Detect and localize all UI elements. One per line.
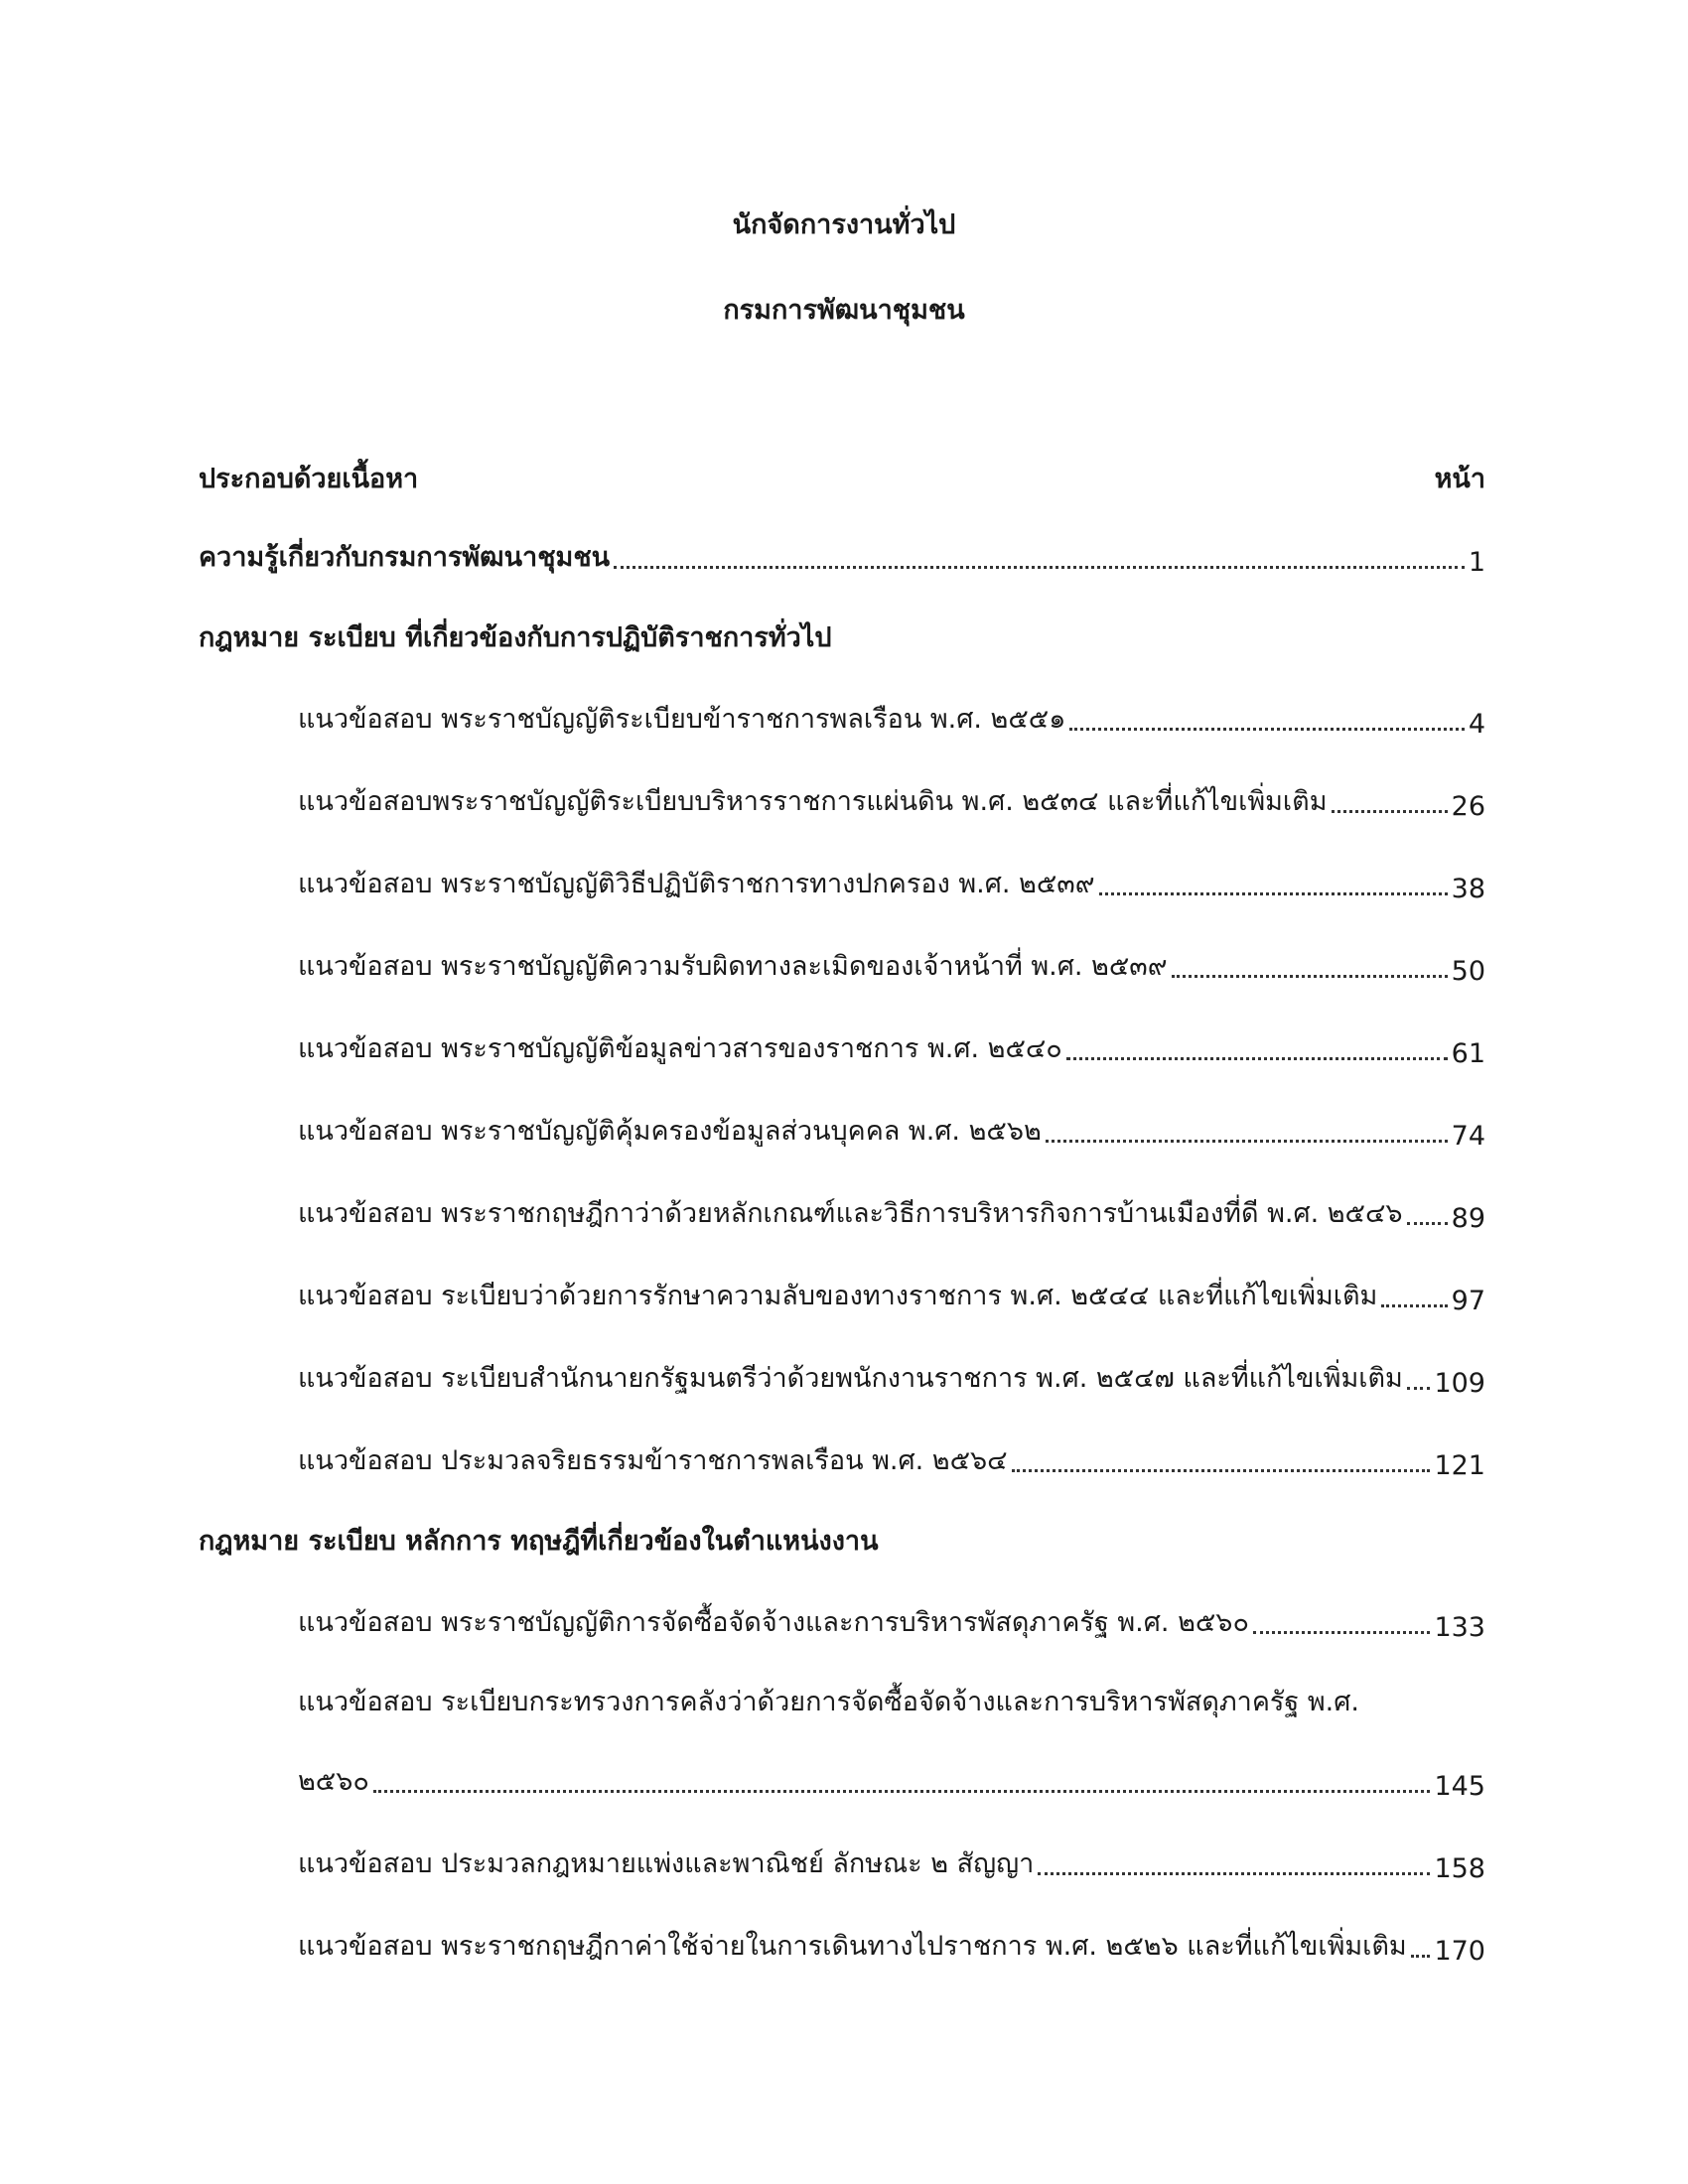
toc-entry-page: 26: [1451, 791, 1485, 822]
toc-entry-page: 74: [1451, 1121, 1485, 1152]
toc-entry-page: 1: [1468, 547, 1485, 578]
toc-entry-label: แนวข้อสอบ ประมวลจริยธรรมข้าราชการพลเรือน พ.ศ. ๒๕๖๔: [298, 1445, 1008, 1476]
toc-entry-label: แนวข้อสอบ พระราชกฤษฎีกาว่าด้วยหลักเกณฑ์และวิธีการบริหารกิจการบ้านเมืองที่ดี พ.ศ. ๒๕๔๖: [298, 1198, 1403, 1229]
dot-leader: [1253, 1631, 1431, 1634]
toc-header: [199, 457, 1485, 498]
toc-entry[interactable]: [298, 945, 1485, 987]
toc-entry-label: ความรู้เกี่ยวกับกรมการพัฒนาชุมชน: [199, 542, 611, 573]
dot-leader: [1046, 1140, 1448, 1143]
toc-entry-label: ๒๕๖๐: [298, 1766, 369, 1797]
toc-entry[interactable]: [298, 1357, 1485, 1399]
dot-leader: [1069, 728, 1464, 731]
toc-entry[interactable]: [298, 1192, 1485, 1234]
toc-entry-label: แนวข้อสอบ พระราชบัญญัติการจัดซื้อจัดจ้างและการบริหารพัสดุภาครัฐ พ.ศ. ๒๕๖๐: [298, 1607, 1249, 1638]
toc-entry-label: แนวข้อสอบ ระเบียบว่าด้วยการรักษาความลับของทางราชการ พ.ศ. ๒๕๔๔ และที่แก้ไขเพิ่มเติม: [298, 1281, 1378, 1311]
toc-entry-intro[interactable]: [199, 536, 1485, 578]
toc-entry-label: แนวข้อสอบ พระราชบัญญัติคุ้มครองข้อมูลส่วนบุคคล พ.ศ. ๒๕๖๒: [298, 1116, 1042, 1147]
toc-entry-page: 170: [1434, 1936, 1485, 1967]
document-title: นักจัดการงานทั่วไป: [732, 209, 956, 240]
toc-entry-label: แนวข้อสอบพระราชบัญญัติระเบียบบริหารราชการแผ่นดิน พ.ศ. ๒๕๓๔ และที่แก้ไขเพิ่มเติม: [298, 786, 1328, 817]
department-title: กรมการพัฒนาชุมชน: [723, 295, 965, 326]
toc-entry-page: 158: [1434, 1853, 1485, 1884]
toc-entry[interactable]: [298, 863, 1485, 904]
toc-entry[interactable]: [298, 1843, 1485, 1884]
toc-entry-label: แนวข้อสอบ พระราชบัญญัติข้อมูลข่าวสารของราชการ พ.ศ. ๒๕๔๐: [298, 1033, 1062, 1064]
toc-entry[interactable]: [298, 698, 1485, 740]
dot-leader: [614, 566, 1465, 569]
toc-entry-wrapped-line1[interactable]: [298, 1681, 1485, 1722]
page-column-heading: หน้า: [1434, 463, 1485, 494]
toc-entry-label: แนวข้อสอบ ระเบียบกระทรวงการคลังว่าด้วยการจัดซื้อจัดจ้างและการบริหารพัสดุภาครัฐ พ.ศ.: [298, 1687, 1359, 1717]
dot-leader: [1407, 1222, 1448, 1225]
toc-entry[interactable]: [298, 1439, 1485, 1481]
toc-entry[interactable]: [298, 1275, 1485, 1316]
dot-leader: [373, 1790, 1431, 1793]
toc-entry[interactable]: [298, 1110, 1485, 1152]
toc-entry[interactable]: [298, 1601, 1485, 1643]
toc-entry[interactable]: [298, 1925, 1485, 1967]
toc-entry-page: 89: [1451, 1203, 1485, 1234]
toc-entry-page: 4: [1468, 709, 1485, 740]
toc-entry-page: 109: [1434, 1368, 1485, 1399]
toc-entry-page: 38: [1451, 874, 1485, 904]
toc-entry[interactable]: [298, 780, 1485, 822]
toc-heading: ประกอบด้วยเนื้อหา: [199, 463, 419, 494]
dot-leader: [1038, 1872, 1430, 1875]
section-heading-general: กฎหมาย ระเบียบ ที่เกี่ยวข้องกับการปฏิบัติราชการทั่วไป: [199, 621, 832, 653]
dot-leader: [1411, 1955, 1431, 1958]
toc-entry-page: 97: [1451, 1286, 1485, 1316]
section-heading-position: กฎหมาย ระเบียบ หลักการ ทฤษฎีที่เกี่ยวข้องในตำแหน่งงาน: [199, 1525, 879, 1557]
toc-entry-wrapped-line2[interactable]: [298, 1760, 1485, 1802]
dot-leader: [1012, 1469, 1431, 1472]
toc-entry-page: 145: [1434, 1771, 1485, 1802]
toc-entry-page: 50: [1451, 956, 1485, 987]
toc-entry-label: แนวข้อสอบ พระราชกฤษฎีกาค่าใช้จ่ายในการเดินทางไปราชการ พ.ศ. ๒๕๒๖ และที่แก้ไขเพิ่มเติม: [298, 1931, 1407, 1962]
dot-leader: [1099, 892, 1448, 895]
dot-leader: [1172, 975, 1448, 978]
dot-leader: [1332, 810, 1448, 813]
dot-leader: [1407, 1387, 1431, 1390]
toc-entry-page: 61: [1451, 1038, 1485, 1069]
dot-leader: [1066, 1057, 1448, 1060]
toc-entry-label: แนวข้อสอบ ระเบียบสำนักนายกรัฐมนตรีว่าด้วยพนักงานราชการ พ.ศ. ๒๕๔๗ และที่แก้ไขเพิ่มเติม: [298, 1363, 1403, 1394]
dot-leader: [1381, 1304, 1447, 1307]
toc-entry[interactable]: [298, 1027, 1485, 1069]
toc-entry-label: แนวข้อสอบ พระราชบัญญัติระเบียบข้าราชการพลเรือน พ.ศ. ๒๕๕๑: [298, 704, 1066, 735]
toc-entry-label: แนวข้อสอบ พระราชบัญญัติวิธีปฏิบัติราชการทางปกครอง พ.ศ. ๒๕๓๙: [298, 869, 1095, 899]
toc-entry-page: 121: [1434, 1450, 1485, 1481]
toc-entry-label: แนวข้อสอบ ประมวลกฎหมายแพ่งและพาณิชย์ ลักษณะ ๒ สัญญา: [298, 1848, 1035, 1879]
toc-entry-page: 133: [1434, 1612, 1485, 1643]
toc-entry-label: แนวข้อสอบ พระราชบัญญัติความรับผิดทางละเมิดของเจ้าหน้าที่ พ.ศ. ๒๕๓๙: [298, 951, 1168, 982]
